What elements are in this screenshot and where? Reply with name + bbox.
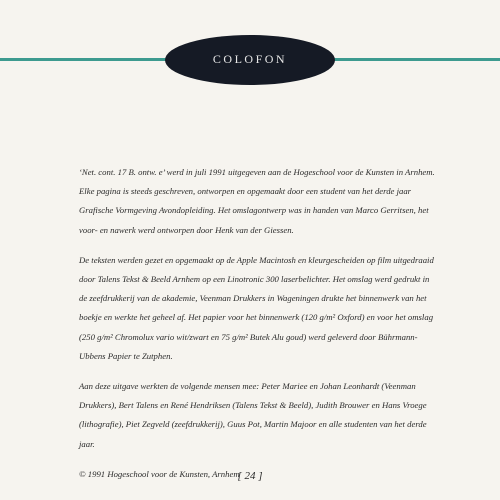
page-number: [ 24 ]	[237, 470, 263, 482]
header-stripe-right	[332, 58, 500, 61]
paragraph-contributors: Aan deze uitgave werkten de volgende mensen mee: Peter Mariee en Johan Leonhardt (Veenman Drukkers), Bert Talens en René Hendriksen (Talens Tekst & Beeld), Judith Brouwer en Hans Vroege (lithografie), Piet Zegveld (zeefdrukkerij), Guus Pot, Martin Majoor en alle studenten van het derde jaar.	[79, 381, 427, 449]
header-stripe-left	[0, 58, 168, 61]
page-title: COLOFON	[212, 52, 288, 66]
colophon-body	[79, 163, 439, 495]
title-badge	[165, 35, 335, 85]
paragraph-copyright: © 1991 Hogeschool voor de Kunsten, Arnhem	[79, 468, 240, 479]
paragraph-production: De teksten werden gezet en opgemaakt op de Apple Macintosh en kleurgescheiden op film uitgedraaid door Talens Tekst & Beeld Arnhem op een Linotronic 300 laserbelichter. Het omslag werd gedrukt in de zeefdrukkerij van de akademie, Veenman Drukkers in Wageningen drukte het binnenwerk van het boekje en werkte het geheel af. Het papier voor het binnenwerk (120 g/m² Oxford) en voor het omslag (250 g/m² Chromolux vario wit/zwart en 75 g/m² Butek Alu goud) werd geleverd door Bührmann-Ubbens Papier te Zutphen.	[79, 254, 434, 361]
paragraph-publication: ‘Net. cont. 17 B. ontw. e’ werd in juli 1991 uitgegeven aan de Hogeschool voor de Kunsten in Arnhem. Elke pagina is steeds geschreven, ontworpen en opgemaakt door een student van het derde jaar Grafische Vormgeving Avondopleiding. Het omslagontwerp was in handen van Marco Gerritsen, het voor- en nawerk werd ontworpen door Henk van der Giessen.	[79, 167, 435, 235]
